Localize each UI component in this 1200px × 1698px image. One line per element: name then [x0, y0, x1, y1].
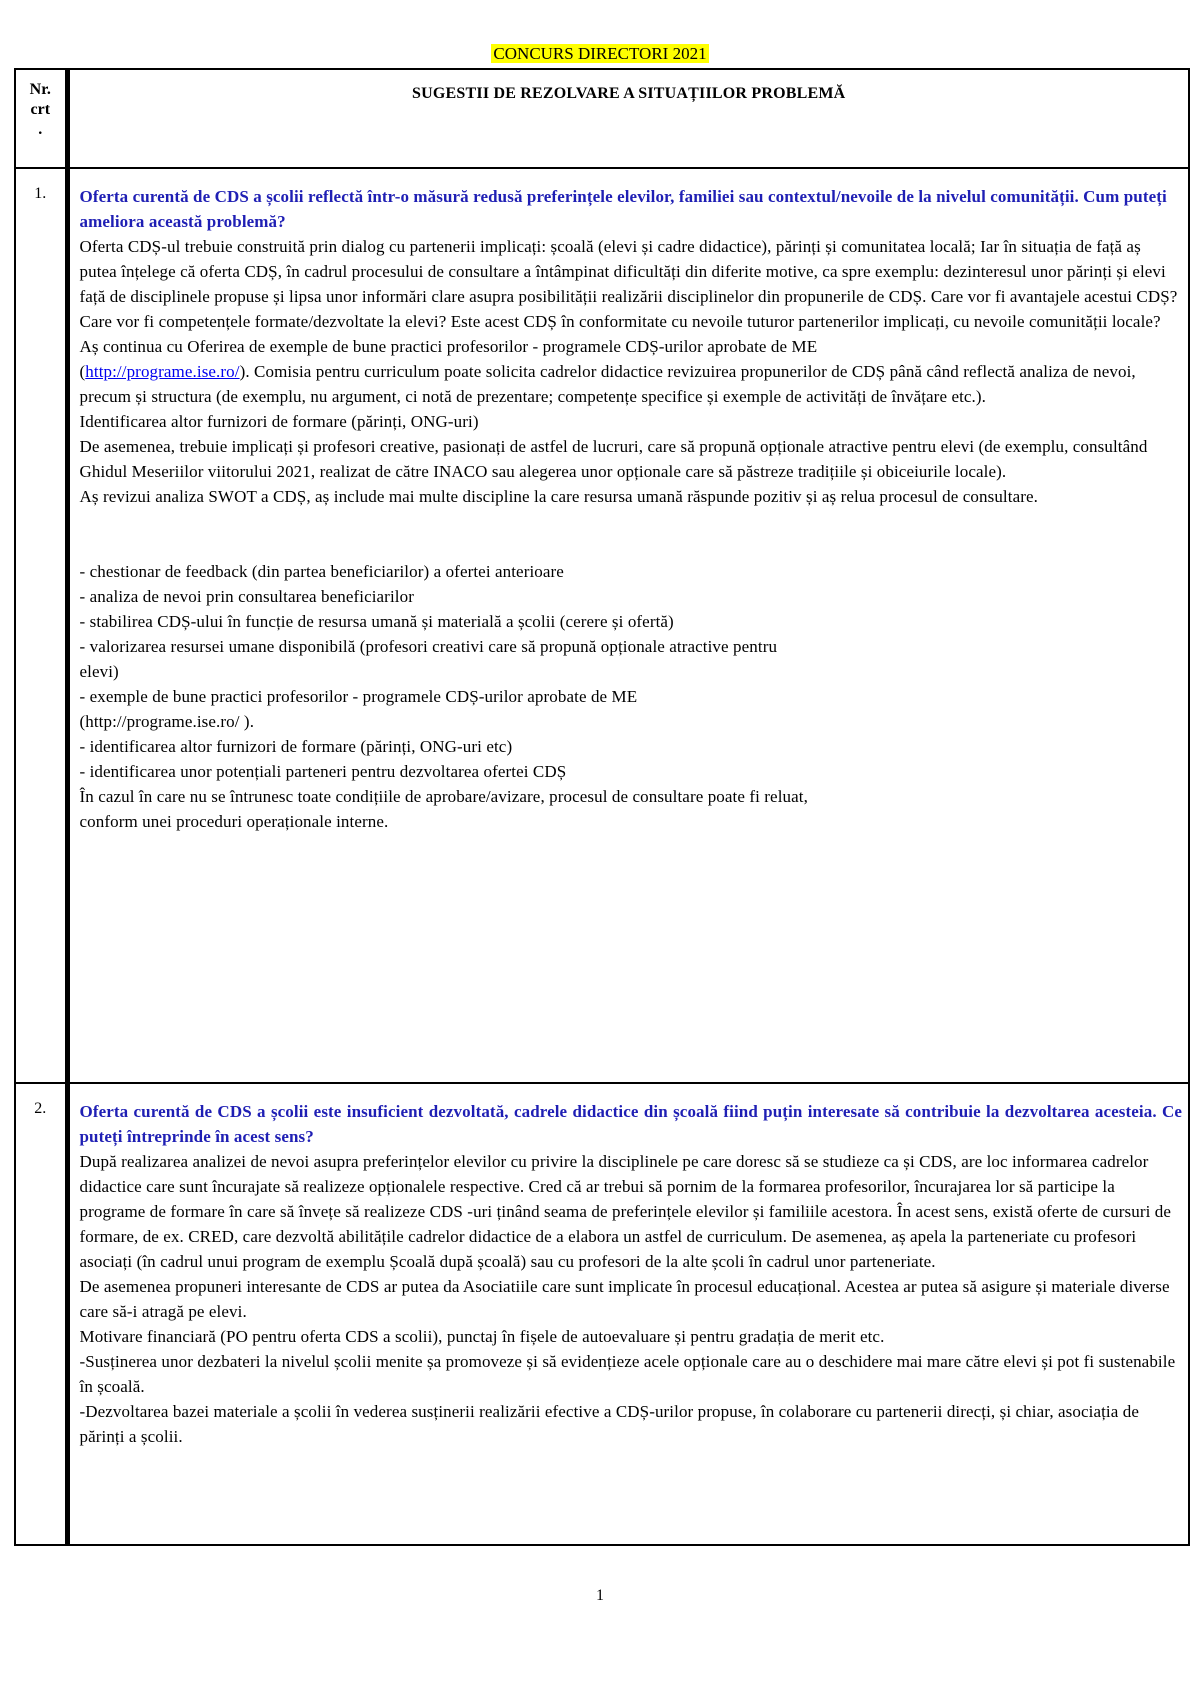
- spacer: [80, 509, 1183, 559]
- question-line: Oferta curentă de CDS a școlii reflectă într-o măsură redusă preferințele elevilor, familiei sau contextul/nevoile de la nivelul comunității. Cum puteți: [79, 187, 1167, 206]
- paragraph-with-link: [80, 359, 1183, 409]
- list-item: (http://programe.ise.ro/ ).: [79, 712, 255, 731]
- question-heading: [80, 184, 1183, 234]
- row-content: [67, 168, 1189, 1083]
- row-number: 2.: [15, 1083, 67, 1545]
- paragraph: Aș continua cu Oferirea de exemple de bune practici profesorilor - programele CDȘ-urilor aprobate de ME: [79, 337, 818, 356]
- table-row: [15, 168, 1189, 1083]
- list-item: - exemple de bune practici profesorilor - programele CDȘ-urilor aprobate de ME: [79, 687, 638, 706]
- column-header-number: [15, 69, 67, 168]
- list-item: - chestionar de feedback (din partea beneficiarilor) a ofertei anterioare: [79, 562, 564, 581]
- paragraph: Oferta CDȘ-ul trebuie construită prin dialog cu partenerii implicați: școală (elevi și cadre didactice), părinți și comunitatea locală; Iar în situația de față aș putea înțelege că oferta CDȘ, în cadrul procesului de consultare a întâmpinat dificultăți din diferite motive, ca spre exemplu: dezinteresul unor părinți și elevi față de disciplinele propuse și lipsa unor informări clare asupra posibilității realizării disciplinelor din propunerile de CDȘ. Care vor fi avantajele acestui CDȘ? Care vor fi competențele formate/dezvoltate la elevi? Este acest CDȘ în conformitate cu nevoile tuturor partenerilor implicați, cu nevoile comunității locale?: [79, 237, 1178, 331]
- column-header-number-line: Nr.: [29, 81, 51, 98]
- list-item: - valorizarea resursei umane disponibilă (profesori creativi care să propună opționale atractive pentru: [79, 637, 778, 656]
- paragraph: De asemenea, trebuie implicați și profesori creative, pasionați de astfel de lucruri, care să propună opționale atractive pentru elevi (de exemplu, consultând Ghidul Meseriilor viitorului 2021, realizat de către INACO sau alegerea unor opționale care să păstreze tradițiile și obiceiurile locale).: [79, 437, 1148, 481]
- programe-ise-link[interactable]: http://programe.ise.ro/: [85, 362, 240, 381]
- paragraph: -Dezvoltarea bazei materiale a școlii în vederea susținerii realizării efective a CDȘ-urilor propuse, în colaborare cu partenerii direcți, și chiar, asociația de părinți a școlii.: [79, 1402, 1139, 1446]
- paragraph: Motivare financiară (PO pentru oferta CDS a scolii), punctaj în fișele de autoevaluare și pentru gradația de merit etc.: [79, 1327, 885, 1346]
- link-after-text: ). Comisia pentru curriculum poate solicita cadrelor didactice revizuirea propunerilor de CDȘ până când reflectă analiza de nevoi, precum și structura (de exemplu, nu argument, ci notă de prezentare; competențe specifice și exemple de activități de învățare etc.).: [79, 362, 1136, 406]
- link-open: (: [79, 362, 86, 381]
- list-item: În cazul în care nu se întrunesc toate condițiile de aprobare/avizare, procesul de consultare poate fi reluat,: [79, 787, 808, 806]
- paragraph: Identificarea altor furnizori de formare (părinți, ONG-uri): [79, 412, 479, 431]
- list-item: - identificarea altor furnizori de formare (părinți, ONG-uri etc): [79, 737, 513, 756]
- row-number: 1.: [15, 168, 67, 1083]
- list-item: - identificarea unor potențiali parteneri pentru dezvoltarea ofertei CDȘ: [79, 762, 567, 781]
- row-content: [67, 1083, 1189, 1545]
- list-item: elevi): [79, 662, 119, 681]
- page-number: 1: [596, 1587, 604, 1604]
- column-header-number-line: crt: [30, 101, 51, 118]
- table-row: [15, 1083, 1189, 1545]
- paragraph: De asemenea propuneri interesante de CDS ar putea da Asociatiile care sunt implicate în procesul educațional. Acestea ar putea să asigure și materiale diverse care să-i atragă pe elevi.: [79, 1277, 1170, 1321]
- column-header-title: SUGESTII DE REZOLVARE A SITUAȚIILOR PROBLEMĂ: [67, 69, 1189, 168]
- paragraph: Aș revizui analiza SWOT a CDȘ, aș include mai multe discipline la care resursa umană răspunde pozitiv și aș relua procesul de consultare.: [79, 487, 1038, 506]
- document-title-text: CONCURS DIRECTORI 2021: [493, 44, 707, 63]
- solutions-table: [14, 68, 1190, 1546]
- column-header-number-line: .: [38, 121, 43, 138]
- list-item: conform unei proceduri operaționale interne.: [79, 812, 389, 831]
- table-header-row: [15, 69, 1189, 168]
- list-item: - analiza de nevoi prin consultarea beneficiarilor: [79, 587, 414, 606]
- list-item: - stabilirea CDȘ-ului în funcție de resursa umană și materială a școlii (cerere și ofertă): [79, 612, 674, 631]
- document-title: [0, 44, 1200, 64]
- question-heading: Oferta curentă de CDS a școlii este insuficient dezvoltată, cadrele didactice din școală fiind puțin interesate să contribuie la dezvoltarea acesteia. Ce puteți întreprinde în acest sens?: [79, 1102, 1182, 1146]
- question-line: ameliora această problemă?: [79, 212, 286, 231]
- paragraph: -Susținerea unor dezbateri la nivelul școlii menite șa promoveze și să evidențieze acele opționale care au o deschidere mai mare către elevi și pot fi sustenabile în școală.: [79, 1352, 1176, 1396]
- paragraph: După realizarea analizei de nevoi asupra preferințelor elevilor cu privire la disciplinele pe care doresc să se studieze ca și CDS, are loc informarea cadrelor didactice care sunt încurajate să realizeze opționalele respective. Cred că ar trebui să pornim de la formarea profesorilor, încurajarea lor să participe la programe de formare în care să învețe să realizeze CDS -uri ținând seama de preferințele elevilor și familiile acestora. În acest sens, există oferte de cursuri de formare, de ex. CRED, care dezvoltă abilitățile cadrelor didactice de a elabora un astfel de curriculum. De asemenea, aș apela la parteneriate cu profesori asociați (în cadrul unui program de exemplu Școală după școală) sau cu profesori de la alte școli în cadrul unor parteneriate.: [79, 1152, 1172, 1271]
